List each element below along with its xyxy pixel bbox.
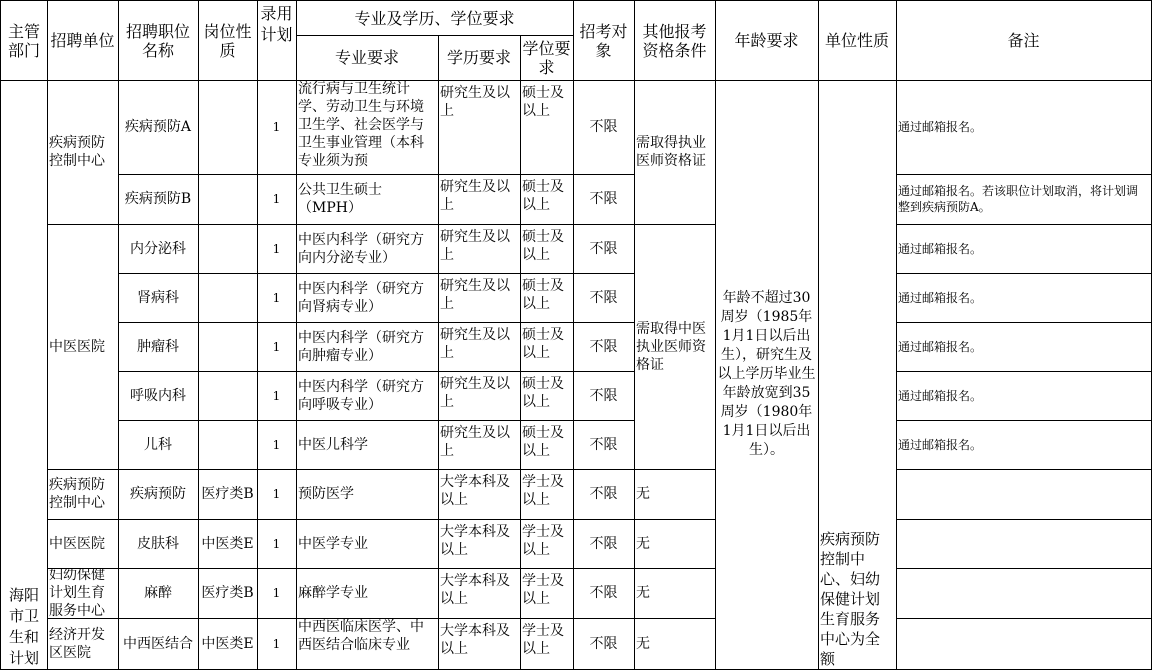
row-degree-text: 学士及以上 <box>522 623 564 657</box>
row-position <box>118 469 199 520</box>
row-degree <box>520 224 574 274</box>
row-quota <box>257 224 297 274</box>
row-degree <box>520 519 574 569</box>
row-target-text: 不限 <box>589 240 618 257</box>
row-major <box>296 568 439 619</box>
row-target-text: 不限 <box>589 535 618 552</box>
row-target <box>573 568 635 619</box>
row-education <box>438 224 521 274</box>
row-education <box>438 519 521 569</box>
row-nature <box>198 273 258 323</box>
row-target <box>573 174 635 225</box>
row-remark-text: 通过邮箱报名。 <box>898 339 983 354</box>
row-target-text: 不限 <box>589 635 618 652</box>
row-degree <box>520 273 574 323</box>
row-quota <box>257 273 297 323</box>
row-target <box>573 618 635 670</box>
row-education <box>438 420 521 470</box>
header-dept-text: 主管部门 <box>7 21 40 60</box>
row-position <box>118 618 199 670</box>
row-degree-text: 硕士及以上 <box>522 278 564 312</box>
row-nature <box>198 420 258 470</box>
row-position <box>118 224 199 274</box>
row-remark-text: 通过邮箱报名。 <box>898 388 983 403</box>
row-position-text: 皮肤科 <box>137 535 179 552</box>
row-unit-text: 疾病预防控制中心 <box>49 477 105 511</box>
row-target <box>573 224 635 274</box>
dept-cell-text: 海阳市卫生和计划 <box>8 586 39 667</box>
row-other-text: 无 <box>636 535 650 552</box>
row-position-text: 疾病预防 <box>130 486 186 502</box>
row-target-text: 不限 <box>589 338 618 355</box>
row-quota <box>257 371 297 421</box>
row-quota-text: 1 <box>272 241 281 256</box>
header-age-text: 年龄要求 <box>734 31 799 50</box>
row-nature <box>198 469 258 520</box>
header-degree-text: 学位要求 <box>522 38 571 77</box>
age-cell <box>715 80 819 670</box>
row-education-text: 研究生及以上 <box>440 229 510 263</box>
row-quota <box>257 568 297 619</box>
unit-cell-tcm-text: 中医医院 <box>49 338 105 355</box>
header-quota-text: 录用计划 <box>260 4 293 44</box>
row-major-text: 预防医学 <box>298 486 354 502</box>
row-education <box>438 469 521 520</box>
row-major <box>296 469 439 520</box>
header-education <box>438 35 521 81</box>
header-major <box>296 35 439 81</box>
row-education <box>438 322 521 372</box>
row-target-text: 不限 <box>589 387 618 404</box>
row-other <box>634 618 716 670</box>
header-target <box>573 0 635 81</box>
row-other-text: 无 <box>636 585 650 601</box>
org-type-cell <box>818 80 897 670</box>
row-other <box>634 519 716 569</box>
row-education <box>438 174 521 225</box>
row-degree <box>520 568 574 619</box>
row-position <box>118 273 199 323</box>
other-cell-cdc-text: 需取得执业医师资格证 <box>636 135 706 169</box>
unit-cell-cdc-text: 疾病预防控制中心 <box>49 135 105 169</box>
row-education-text: 研究生及以上 <box>440 179 510 213</box>
header-target-text: 招考对象 <box>579 21 628 60</box>
row-education-text: 大学本科及以上 <box>440 524 510 558</box>
row-target-text: 不限 <box>589 486 618 502</box>
row-other-text: 无 <box>636 486 650 502</box>
row-remark <box>896 519 1152 569</box>
header-other <box>634 0 716 81</box>
header-unit-text: 招聘单位 <box>50 31 115 50</box>
row-remark <box>896 273 1152 323</box>
row-remark-text: 通过邮箱报名。若该职位计划取消，将计划调整到疾病预防A。 <box>898 184 1139 214</box>
row-target-text: 不限 <box>589 119 618 135</box>
row-target <box>573 273 635 323</box>
row-nature-text: 医疗类B <box>201 585 254 601</box>
row-quota <box>257 322 297 372</box>
row-target <box>573 322 635 372</box>
header-age <box>715 0 819 81</box>
row-major <box>296 273 439 323</box>
row-target-text: 不限 <box>589 289 618 306</box>
dept-cell <box>0 80 48 670</box>
unit-cell-cdc <box>47 80 119 225</box>
row-position-text: 中西医结合 <box>123 635 193 652</box>
row-major-text: 公共卫生硕士（MPH） <box>298 182 382 216</box>
row-nature <box>198 371 258 421</box>
row-degree-text: 硕士及以上 <box>522 85 564 119</box>
row-remark <box>896 224 1152 274</box>
row-major <box>296 420 439 470</box>
row-nature <box>198 568 258 619</box>
row-position <box>118 568 199 619</box>
row-degree <box>520 174 574 225</box>
row-degree <box>520 322 574 372</box>
row-major-text: 中医学专业 <box>298 535 368 552</box>
row-position <box>118 519 199 569</box>
row-target <box>573 80 635 175</box>
row-target <box>573 420 635 470</box>
row-unit <box>47 519 119 569</box>
row-position <box>118 371 199 421</box>
other-cell-tcm-text: 需取得中医执业医师资格证 <box>636 320 706 373</box>
row-position <box>118 174 199 225</box>
row-degree-text: 硕士及以上 <box>522 425 564 459</box>
header-nature-text: 岗位性质 <box>203 21 252 60</box>
row-major <box>296 80 439 175</box>
row-degree <box>520 618 574 670</box>
row-quota <box>257 174 297 225</box>
row-education <box>438 273 521 323</box>
row-major-text: 中医内科学（研究方向肿瘤专业） <box>298 329 424 364</box>
header-other-text: 其他报考资格条件 <box>642 21 707 60</box>
row-degree-text: 学士及以上 <box>522 573 564 607</box>
row-degree-text: 硕士及以上 <box>522 229 564 263</box>
row-remark-text: 通过邮箱报名。 <box>898 241 983 256</box>
row-remark-text: 通过邮箱报名。 <box>898 290 983 305</box>
row-remark <box>896 371 1152 421</box>
row-major <box>296 174 439 225</box>
row-position-text: 麻醉 <box>144 585 172 601</box>
row-quota-text: 1 <box>272 290 281 305</box>
row-education-text: 大学本科及以上 <box>440 474 510 508</box>
row-major-text: 中西医临床医学、中西医结合临床专业 <box>298 619 424 653</box>
row-target <box>573 371 635 421</box>
row-major-text: 流行病与卫生统计学、劳动卫生与环境卫生学、社会医学与卫生事业管理（本科专业须为预 <box>298 81 424 169</box>
row-remark-text: 通过邮箱报名。 <box>898 437 983 452</box>
header-org-type <box>818 0 897 81</box>
row-quota-text: 1 <box>272 120 281 134</box>
row-quota-text: 1 <box>272 192 281 206</box>
header-unit <box>47 0 119 81</box>
row-nature-text: 中医类E <box>201 635 254 652</box>
row-education <box>438 80 521 175</box>
header-position-text: 招聘职位名称 <box>125 21 190 60</box>
header-edu-group-text: 专业及学历、学位要求 <box>354 8 515 28</box>
row-target-text: 不限 <box>589 436 618 453</box>
row-major <box>296 618 439 670</box>
row-remark-text: 通过邮箱报名。 <box>898 120 983 134</box>
row-major <box>296 224 439 274</box>
age-cell-text: 年龄不超过30周岁（1985年1月1日以后出生），研究生及以上学历毕业生年龄放宽到35周岁（1980年1月1日以后出生）。 <box>717 290 816 458</box>
row-education-text: 研究生及以上 <box>440 278 510 312</box>
row-degree-text: 硕士及以上 <box>522 179 564 213</box>
row-unit-text: 妇幼保健计划生育服务中心 <box>49 568 105 619</box>
row-major-text: 中医内科学（研究方向肾病专业） <box>298 280 424 315</box>
row-position <box>118 420 199 470</box>
row-target-text: 不限 <box>589 191 618 207</box>
row-other <box>634 469 716 520</box>
unit-cell-tcm <box>47 224 119 470</box>
row-remark <box>896 618 1152 670</box>
row-position <box>118 80 199 175</box>
row-quota-text: 1 <box>272 636 281 651</box>
header-nature <box>198 0 258 81</box>
row-major-text: 中医内科学（研究方向内分泌专业） <box>298 231 424 266</box>
header-remark <box>896 0 1152 81</box>
org-type-cell-text: 疾病预防控制中心、妇幼保健计划生育服务中心为全额 <box>820 530 881 668</box>
row-quota <box>257 519 297 569</box>
row-nature <box>198 322 258 372</box>
row-major <box>296 322 439 372</box>
row-quota <box>257 420 297 470</box>
row-quota-text: 1 <box>272 437 281 452</box>
row-degree-text: 硕士及以上 <box>522 327 564 361</box>
header-dept <box>0 0 48 81</box>
row-quota <box>257 618 297 670</box>
header-org-type-text: 单位性质 <box>824 31 889 50</box>
row-remark <box>896 568 1152 619</box>
row-degree <box>520 80 574 175</box>
row-unit <box>47 568 119 619</box>
row-position-text: 疾病预防B <box>124 191 192 207</box>
row-major <box>296 519 439 569</box>
row-nature <box>198 174 258 225</box>
row-position-text: 儿科 <box>144 436 172 453</box>
row-remark <box>896 80 1152 175</box>
row-target-text: 不限 <box>589 585 618 601</box>
header-degree <box>520 35 574 81</box>
row-nature <box>198 519 258 569</box>
row-quota-text: 1 <box>272 536 281 551</box>
row-nature <box>198 618 258 670</box>
row-education-text: 研究生及以上 <box>440 376 510 410</box>
row-education-text: 大学本科及以上 <box>440 573 510 607</box>
header-position <box>118 0 199 81</box>
row-quota <box>257 469 297 520</box>
row-position-text: 肿瘤科 <box>137 338 179 355</box>
row-unit <box>47 618 119 670</box>
row-education-text: 大学本科及以上 <box>440 623 510 657</box>
row-quota-text: 1 <box>272 586 281 600</box>
row-nature-text: 医疗类B <box>201 486 254 502</box>
row-nature <box>198 224 258 274</box>
row-position-text: 内分泌科 <box>130 240 186 257</box>
header-quota <box>257 0 297 81</box>
row-other-text: 无 <box>636 635 650 652</box>
row-education <box>438 568 521 619</box>
row-target <box>573 469 635 520</box>
row-quota <box>257 80 297 175</box>
row-quota-text: 1 <box>272 339 281 354</box>
row-remark <box>896 322 1152 372</box>
row-education-text: 研究生及以上 <box>440 327 510 361</box>
row-unit-text: 经济开发区医院 <box>49 626 105 661</box>
row-major-text: 中医儿科学 <box>298 436 368 453</box>
row-degree <box>520 371 574 421</box>
row-degree-text: 硕士及以上 <box>522 376 564 410</box>
row-remark <box>896 174 1152 225</box>
header-remark-text: 备注 <box>1007 31 1040 50</box>
other-cell-tcm <box>634 224 716 470</box>
header-education-text: 学历要求 <box>446 48 511 67</box>
row-position-text: 呼吸内科 <box>130 387 186 404</box>
row-quota-text: 1 <box>272 487 281 501</box>
header-major-text: 专业要求 <box>334 48 399 67</box>
row-education <box>438 618 521 670</box>
row-education-text: 研究生及以上 <box>440 85 510 119</box>
row-target <box>573 519 635 569</box>
other-cell-cdc <box>634 80 716 225</box>
row-remark <box>896 469 1152 520</box>
row-position <box>118 322 199 372</box>
row-position-text: 疾病预防A <box>124 119 192 135</box>
row-major-text: 中医内科学（研究方向呼吸专业） <box>298 378 424 413</box>
row-degree <box>520 469 574 520</box>
row-unit-text: 中医医院 <box>49 535 105 552</box>
row-nature-text: 中医类E <box>201 535 254 552</box>
row-position-text: 肾病科 <box>137 289 179 306</box>
row-nature <box>198 80 258 175</box>
row-major <box>296 371 439 421</box>
row-major-text: 麻醉学专业 <box>298 585 368 601</box>
row-degree <box>520 420 574 470</box>
row-degree-text: 学士及以上 <box>522 524 564 558</box>
row-quota-text: 1 <box>272 388 281 403</box>
row-unit <box>47 469 119 520</box>
row-degree-text: 学士及以上 <box>522 474 564 508</box>
row-education-text: 研究生及以上 <box>440 425 510 459</box>
row-remark <box>896 420 1152 470</box>
row-other <box>634 568 716 619</box>
header-edu-group <box>296 0 574 36</box>
row-education <box>438 371 521 421</box>
